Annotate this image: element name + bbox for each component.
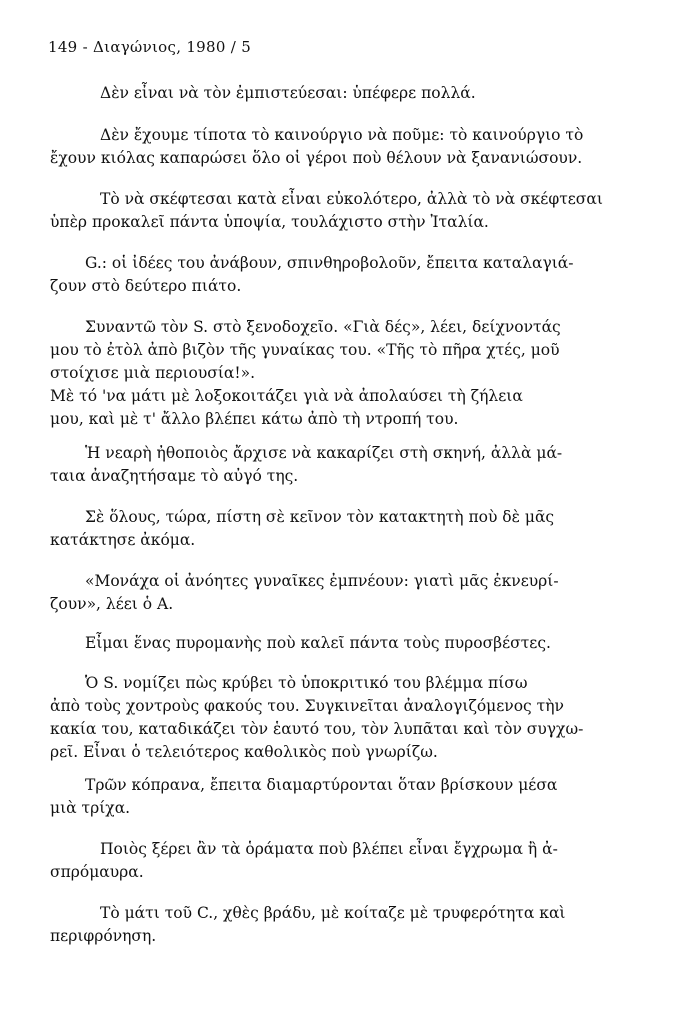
text-line: ζουν», λέει ὁ Α. xyxy=(50,595,174,613)
text-line: Τὸ μάτι τοῦ C., χθὲς βράδυ, μὲ κοίταζε μὲ τρυφερότητα καὶ xyxy=(100,904,566,922)
paragraph-4 xyxy=(0,252,693,298)
paragraph-7 xyxy=(0,506,693,552)
text-line: ταια ἀναζητήσαμε τὸ αὐγό της. xyxy=(50,467,299,485)
paragraph-11 xyxy=(0,774,693,820)
text-line: Ἡ νεαρὴ ἠθοποιὸς ἄρχισε νὰ κακαρίζει στὴ σκηνή, ἀλλὰ μά- xyxy=(85,444,563,462)
text-line: Συναντῶ τὸν S. στὸ ξενοδοχεῖο. «Γιὰ δές», λέει, δείχνοντάς xyxy=(85,318,561,336)
text-line: «Μονάχα οἱ ἀνόητες γυναῖκες ἐμπνέουν: γιατὶ μᾶς ἐκνευρί- xyxy=(85,572,559,590)
text-line: μου, καὶ μὲ τ' ἄλλο βλέπει κάτω ἀπὸ τὴ ντροπή του. xyxy=(50,410,459,428)
paragraph-10 xyxy=(0,672,693,764)
text-line: περιφρόνηση. xyxy=(50,927,157,945)
paragraph-1 xyxy=(0,82,693,105)
page-header: 149 - Διαγώνιος, 1980 / 5 xyxy=(48,38,252,56)
text-line: στοίχισε μιὰ περιουσία!». xyxy=(50,364,256,382)
paragraph-6 xyxy=(0,442,693,488)
text-line: μιὰ τρίχα. xyxy=(50,799,131,817)
text-line: κατάκτησε ἀκόμα. xyxy=(50,531,196,549)
paragraph-9 xyxy=(0,632,693,655)
text-line: σπρόμαυρα. xyxy=(50,863,144,881)
paragraph-8 xyxy=(0,570,693,616)
text-line: Ὁ S. νομίζει πὼς κρύβει τὸ ὑποκριτικό του βλέμμα πίσω xyxy=(85,674,528,692)
text-line: μου τὸ ἐτὸλ ἀπὸ βιζὸν τῆς γυναίκας του. «Τῆς τὸ πῆρα χτές, μοῦ xyxy=(50,341,560,359)
text-line: κακία του, καταδικάζει τὸν ἑαυτό του, τὸν λυπᾶται καὶ τὸν συγχω- xyxy=(50,720,584,738)
text-line: Εἶμαι ἕνας πυρομανὴς ποὺ καλεῖ πάντα τοὺς πυροσβέστες. xyxy=(85,634,551,652)
text-line: Σὲ ὅλους, τώρα, πίστη σὲ κεῖνον τὸν κατακτητὴ ποὺ δὲ μᾶς xyxy=(85,508,555,526)
text-line: Τρῶν κόπρανα, ἔπειτα διαμαρτύρονται ὅταν βρίσκουν μέσα xyxy=(85,776,558,794)
text-line: ἀπὸ τοὺς χοντροὺς φακούς του. Συγκινεῖται ἀναλογιζόμενος τὴν xyxy=(50,697,564,715)
text-line: ἔχουν κιόλας καπαρώσει ὅλο οἱ γέροι ποὺ θέλουν νὰ ξανανιώσουν. xyxy=(50,149,583,167)
text-line: Μὲ τό 'να μάτι μὲ λοξοκοιτάζει γιὰ νὰ ἀπολαύσει τὴ ζήλεια xyxy=(50,387,523,405)
text-line: ρεῖ. Εἶναι ὁ τελειότερος καθολικὸς ποὺ γνωρίζω. xyxy=(50,743,438,761)
text-line: ὑπὲρ προκαλεῖ πάντα ὑποψία, τουλάχιστο στὴν Ἰταλία. xyxy=(50,213,489,231)
text-line: Ποιὸς ξέρει ἂν τὰ ὁράματα ποὺ βλέπει εἶναι ἔγχρωμα ἢ ἀ- xyxy=(100,840,558,858)
paragraph-2 xyxy=(0,124,693,170)
paragraph-3 xyxy=(0,188,693,234)
paragraph-12 xyxy=(0,838,693,884)
paragraph-13 xyxy=(0,902,693,948)
text-line: Δὲν ἔχουμε τίποτα τὸ καινούργιο νὰ ποῦμε: τὸ καινούργιο τὸ xyxy=(100,126,584,144)
text-line: Τὸ νὰ σκέφτεσαι κατὰ εἶναι εὐκολότερο, ἀλλὰ τὸ νὰ σκέφτεσαι xyxy=(100,190,603,208)
text-line: G.: οἱ ἰδέες του ἀνάβουν, σπινθηροβολοῦν, ἔπειτα καταλαγιά- xyxy=(85,254,574,272)
text-line: Δὲν εἶναι νὰ τὸν ἐμπιστεύεσαι: ὑπέφερε πολλά. xyxy=(100,84,476,102)
text-line: ζουν στὸ δεύτερο πιάτο. xyxy=(50,277,242,295)
paragraph-5 xyxy=(0,316,693,431)
